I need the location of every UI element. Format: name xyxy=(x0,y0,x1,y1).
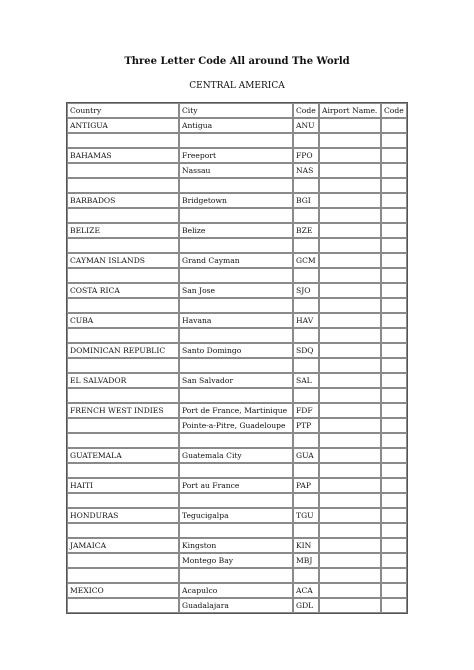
cell-city xyxy=(179,208,293,223)
cell-airport-name xyxy=(319,448,381,463)
table-row xyxy=(67,478,407,493)
cell-city xyxy=(179,268,293,283)
cell-city: Guatemala City xyxy=(179,448,293,463)
cell-code xyxy=(293,388,319,403)
cell-country xyxy=(67,208,179,223)
cell-country: EL SALVADOR xyxy=(67,373,179,388)
cell-city xyxy=(179,133,293,148)
cell-code-2 xyxy=(381,118,407,133)
cell-city: Nassau xyxy=(179,163,293,178)
cell-code-2 xyxy=(381,388,407,403)
cell-code: FDF xyxy=(293,403,319,418)
table-row xyxy=(67,433,407,448)
cell-city: Belize xyxy=(179,223,293,238)
cell-city: Havana xyxy=(179,313,293,328)
cell-country: GUATEMALA xyxy=(67,448,179,463)
cell-code xyxy=(293,238,319,253)
cell-city: San Jose xyxy=(179,283,293,298)
table-row xyxy=(67,223,407,238)
cell-code: MBJ xyxy=(293,553,319,568)
cell-code-2 xyxy=(381,598,407,613)
cell-airport-name xyxy=(319,598,381,613)
cell-city: Port de France, Martinique xyxy=(179,403,293,418)
cell-airport-name xyxy=(319,493,381,508)
cell-code xyxy=(293,268,319,283)
cell-code-2 xyxy=(381,283,407,298)
cell-code-2 xyxy=(381,403,407,418)
cell-airport-name xyxy=(319,358,381,373)
cell-code xyxy=(293,178,319,193)
cell-code: HAV xyxy=(293,313,319,328)
table-row xyxy=(67,133,407,148)
table-header-row xyxy=(67,103,407,118)
cell-code-2 xyxy=(381,253,407,268)
document-subtitle: CENTRAL AMERICA xyxy=(189,81,285,91)
cell-country: CUBA xyxy=(67,313,179,328)
cell-code xyxy=(293,463,319,478)
cell-airport-name xyxy=(319,583,381,598)
cell-airport-name xyxy=(319,373,381,388)
document-title: Three Letter Code All around The World xyxy=(124,56,350,67)
cell-country: FRENCH WEST INDIES xyxy=(67,403,179,418)
cell-airport-name xyxy=(319,118,381,133)
table-body xyxy=(67,103,407,613)
table-row xyxy=(67,418,407,433)
table-row xyxy=(67,283,407,298)
cell-code-2 xyxy=(381,343,407,358)
cell-city: Grand Cayman xyxy=(179,253,293,268)
cell-code xyxy=(293,358,319,373)
airport-code-table-container xyxy=(66,102,406,614)
cell-code-2 xyxy=(381,178,407,193)
cell-airport-name xyxy=(319,538,381,553)
cell-airport-name xyxy=(319,403,381,418)
cell-airport-name xyxy=(319,388,381,403)
cell-code-2 xyxy=(381,133,407,148)
cell-country xyxy=(67,568,179,583)
cell-code: ANU xyxy=(293,118,319,133)
cell-code-2 xyxy=(381,433,407,448)
table-row xyxy=(67,463,407,478)
table-row xyxy=(67,313,407,328)
cell-country: ANTIGUA xyxy=(67,118,179,133)
cell-airport-name xyxy=(319,163,381,178)
cell-airport-name xyxy=(319,148,381,163)
table-row xyxy=(67,343,407,358)
cell-airport-name xyxy=(319,343,381,358)
cell-airport-name xyxy=(319,523,381,538)
cell-country: BARBADOS xyxy=(67,193,179,208)
cell-country xyxy=(67,358,179,373)
cell-country xyxy=(67,433,179,448)
cell-code: GDL xyxy=(293,598,319,613)
table-row xyxy=(67,508,407,523)
table-row xyxy=(67,118,407,133)
cell-city xyxy=(179,238,293,253)
cell-code-2 xyxy=(381,328,407,343)
cell-code: BGI xyxy=(293,193,319,208)
cell-code-2 xyxy=(381,463,407,478)
cell-code-2 xyxy=(381,208,407,223)
cell-code-2 xyxy=(381,478,407,493)
cell-airport-name xyxy=(319,313,381,328)
cell-city xyxy=(179,388,293,403)
table-row xyxy=(67,208,407,223)
table-row xyxy=(67,568,407,583)
cell-code: GCM xyxy=(293,253,319,268)
cell-code xyxy=(293,133,319,148)
cell-country xyxy=(67,463,179,478)
table-row xyxy=(67,493,407,508)
cell-code: SJO xyxy=(293,283,319,298)
table-row xyxy=(67,193,407,208)
cell-code: PAP xyxy=(293,478,319,493)
cell-code-2 xyxy=(381,583,407,598)
cell-country: CAYMAN ISLANDS xyxy=(67,253,179,268)
cell-code: NAS xyxy=(293,163,319,178)
cell-city: Acapulco xyxy=(179,583,293,598)
cell-city xyxy=(179,178,293,193)
header-code-2: Code xyxy=(381,103,407,118)
table-row xyxy=(67,388,407,403)
cell-code-2 xyxy=(381,418,407,433)
table-row xyxy=(67,448,407,463)
table-row xyxy=(67,373,407,388)
cell-airport-name xyxy=(319,433,381,448)
cell-city: Tegucigalpa xyxy=(179,508,293,523)
cell-code-2 xyxy=(381,568,407,583)
cell-airport-name xyxy=(319,208,381,223)
cell-city: Montego Bay xyxy=(179,553,293,568)
cell-airport-name xyxy=(319,418,381,433)
cell-country: BAHAMAS xyxy=(67,148,179,163)
cell-country xyxy=(67,388,179,403)
table-row xyxy=(67,238,407,253)
cell-airport-name xyxy=(319,478,381,493)
cell-code-2 xyxy=(381,148,407,163)
cell-country xyxy=(67,553,179,568)
cell-code-2 xyxy=(381,223,407,238)
cell-code-2 xyxy=(381,268,407,283)
cell-country xyxy=(67,163,179,178)
cell-city xyxy=(179,433,293,448)
cell-code-2 xyxy=(381,523,407,538)
cell-country: MEXICO xyxy=(67,583,179,598)
table-row xyxy=(67,358,407,373)
cell-city: Guadalajara xyxy=(179,598,293,613)
cell-code xyxy=(293,208,319,223)
cell-code: SDQ xyxy=(293,343,319,358)
table-row xyxy=(67,583,407,598)
cell-country xyxy=(67,133,179,148)
cell-country xyxy=(67,418,179,433)
cell-airport-name xyxy=(319,298,381,313)
table-row xyxy=(67,163,407,178)
cell-airport-name xyxy=(319,178,381,193)
table-row xyxy=(67,538,407,553)
cell-country xyxy=(67,328,179,343)
header-airport-name: Airport Name. xyxy=(319,103,381,118)
table-row xyxy=(67,253,407,268)
table-row xyxy=(67,268,407,283)
cell-country: DOMINICAN REPUBLIC xyxy=(67,343,179,358)
cell-code xyxy=(293,328,319,343)
cell-country xyxy=(67,493,179,508)
cell-city xyxy=(179,523,293,538)
cell-airport-name xyxy=(319,268,381,283)
cell-code xyxy=(293,298,319,313)
cell-code-2 xyxy=(381,493,407,508)
cell-airport-name xyxy=(319,328,381,343)
cell-airport-name xyxy=(319,238,381,253)
cell-city xyxy=(179,298,293,313)
cell-city: San Salvador xyxy=(179,373,293,388)
cell-airport-name xyxy=(319,283,381,298)
cell-code-2 xyxy=(381,538,407,553)
cell-city: Port au France xyxy=(179,478,293,493)
cell-code xyxy=(293,523,319,538)
cell-code-2 xyxy=(381,508,407,523)
cell-city xyxy=(179,358,293,373)
cell-country xyxy=(67,178,179,193)
airport-code-table xyxy=(66,102,408,614)
cell-code: ACA xyxy=(293,583,319,598)
cell-city: Antigua xyxy=(179,118,293,133)
cell-code-2 xyxy=(381,193,407,208)
cell-airport-name xyxy=(319,463,381,478)
table-row xyxy=(67,148,407,163)
cell-code-2 xyxy=(381,373,407,388)
cell-airport-name xyxy=(319,133,381,148)
cell-city xyxy=(179,493,293,508)
cell-country: HONDURAS xyxy=(67,508,179,523)
cell-country: JAMAICA xyxy=(67,538,179,553)
cell-country: COSTA RICA xyxy=(67,283,179,298)
cell-code xyxy=(293,433,319,448)
cell-country xyxy=(67,523,179,538)
cell-city: Bridgetown xyxy=(179,193,293,208)
cell-code: KIN xyxy=(293,538,319,553)
table-row xyxy=(67,178,407,193)
cell-airport-name xyxy=(319,553,381,568)
cell-airport-name xyxy=(319,193,381,208)
cell-code-2 xyxy=(381,163,407,178)
cell-code-2 xyxy=(381,298,407,313)
table-row xyxy=(67,328,407,343)
cell-country: HAITI xyxy=(67,478,179,493)
cell-code: BZE xyxy=(293,223,319,238)
cell-city: Pointe-a-Pitre, Guadeloupe xyxy=(179,418,293,433)
cell-code-2 xyxy=(381,238,407,253)
cell-code: FPO xyxy=(293,148,319,163)
table-row xyxy=(67,553,407,568)
cell-code: PTP xyxy=(293,418,319,433)
cell-city xyxy=(179,463,293,478)
cell-code-2 xyxy=(381,313,407,328)
cell-code xyxy=(293,493,319,508)
header-country: Country xyxy=(67,103,179,118)
cell-code: TGU xyxy=(293,508,319,523)
cell-airport-name xyxy=(319,253,381,268)
table-row xyxy=(67,523,407,538)
cell-city xyxy=(179,568,293,583)
cell-airport-name xyxy=(319,568,381,583)
cell-country xyxy=(67,268,179,283)
cell-code: GUA xyxy=(293,448,319,463)
cell-code: SAL xyxy=(293,373,319,388)
cell-city: Kingston xyxy=(179,538,293,553)
cell-airport-name xyxy=(319,508,381,523)
table-row xyxy=(67,298,407,313)
cell-country: BELIZE xyxy=(67,223,179,238)
cell-city xyxy=(179,328,293,343)
cell-country xyxy=(67,598,179,613)
table-row xyxy=(67,403,407,418)
cell-country xyxy=(67,298,179,313)
cell-airport-name xyxy=(319,223,381,238)
cell-city: Santo Domingo xyxy=(179,343,293,358)
cell-city: Freeport xyxy=(179,148,293,163)
cell-code-2 xyxy=(381,358,407,373)
cell-country xyxy=(67,238,179,253)
cell-code-2 xyxy=(381,553,407,568)
cell-code xyxy=(293,568,319,583)
table-row xyxy=(67,598,407,613)
cell-code-2 xyxy=(381,448,407,463)
header-code: Code xyxy=(293,103,319,118)
header-city: City xyxy=(179,103,293,118)
